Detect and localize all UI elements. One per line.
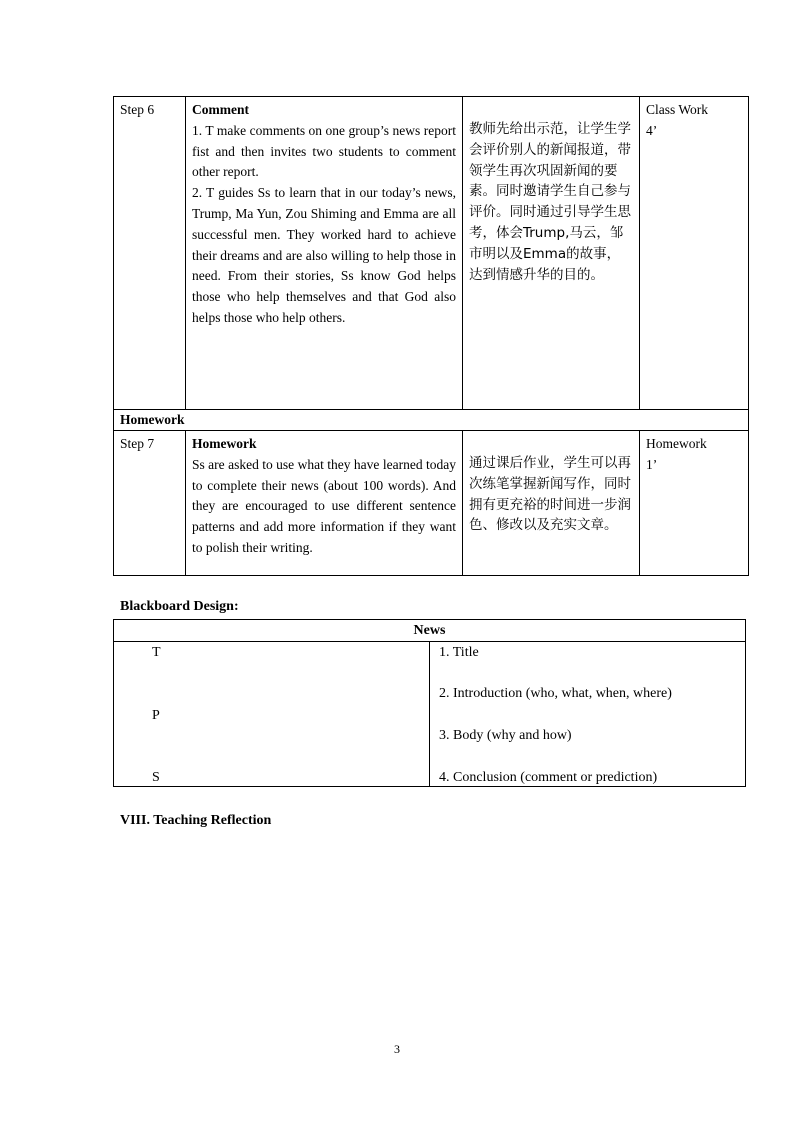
activity-heading: Comment: [192, 102, 249, 117]
letter-p: P: [152, 708, 160, 723]
form-label: Homework: [646, 436, 707, 451]
point-item: 1. Title: [439, 645, 479, 660]
form-time-cell: [640, 431, 749, 576]
activity-text: 1. T make comments on one group’s news report fist and then invites two students to comment other report.: [192, 122, 456, 180]
form-time-cell: [640, 97, 749, 410]
blackboard-header: News: [114, 620, 746, 642]
page-number: 3: [394, 1042, 400, 1056]
letter-t: T: [152, 645, 161, 660]
point-item: 3. Body (why and how): [439, 728, 572, 743]
activity-text: 2. T guides Ss to learn that in our today’s news, Trump, Ma Yun, Zou Shiming and Emma are all successful men. They worked hard to achieve their dreams and are also willing to help those in need. From their stories, Ss know God helps those who help themselves and that God also helps those who help others.: [192, 185, 456, 325]
time-label: 4’: [646, 122, 658, 138]
teaching-reflection-heading: VIII. Teaching Reflection: [120, 813, 272, 828]
point-item: 4. Conclusion (comment or prediction): [439, 770, 658, 785]
lesson-plan-table: [113, 96, 749, 576]
form-label: Class Work: [646, 102, 709, 117]
activity-text: Ss are asked to use what they have learned today to complete their news (about 100 words). And they are encouraged to use different sentence patterns and add more information if they want to polish their writing.: [192, 456, 456, 555]
activity-cell: [186, 431, 463, 576]
activity-heading: Homework: [192, 436, 257, 451]
point-item: 2. Introduction (who, what, when, where): [439, 686, 672, 701]
letter-s: S: [152, 770, 160, 785]
table-row-section: [114, 410, 749, 431]
blackboard-table: [113, 619, 746, 787]
purpose-cell: 教师先给出示范，让学生学会评价别人的新闻报道，带领学生再次巩固新闻的要素。同时邀请学生自己参与评价。同时通过引导学生思考，体会Trump,马云，邹市明以及Emma的故事，达到情感升华的目的。: [463, 97, 640, 410]
section-heading: Homework: [114, 410, 749, 431]
blackboard-design-title: Blackboard Design:: [120, 599, 239, 614]
points-column: [430, 642, 746, 787]
step-cell: Step 6: [114, 97, 186, 410]
table-row-step7: [114, 431, 749, 576]
time-label: 1’: [646, 456, 658, 472]
table-row-step6: [114, 97, 749, 410]
purpose-cell: 通过课后作业，学生可以再次练笔掌握新闻写作，同时拥有更充裕的时间进一步润色、修改以及充实文章。: [463, 431, 640, 576]
step-cell: Step 7: [114, 431, 186, 576]
tps-column: [114, 642, 430, 787]
activity-cell: [186, 97, 463, 410]
